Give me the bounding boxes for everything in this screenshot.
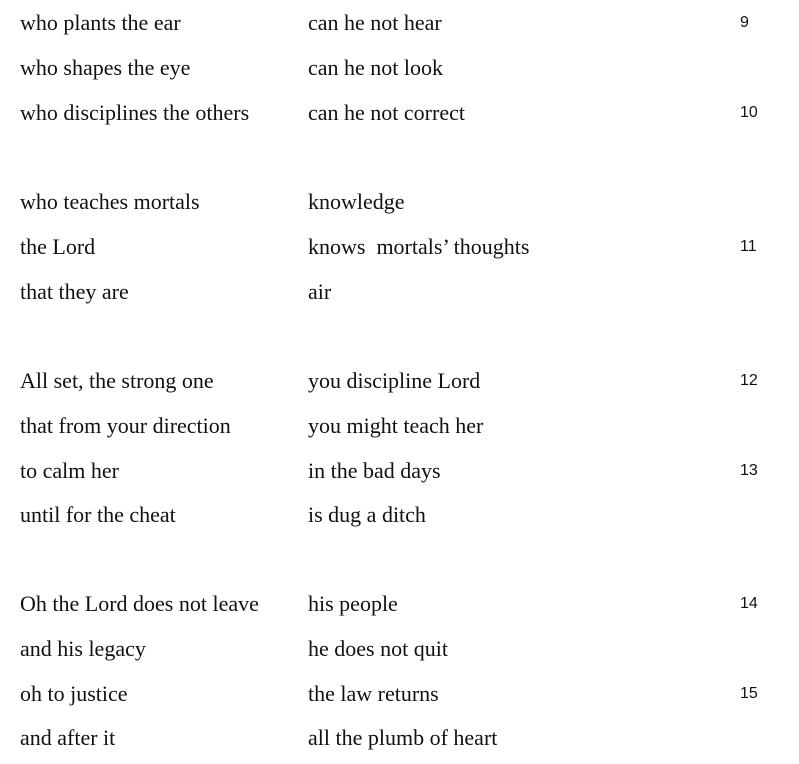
line-left-text: who plants the ear: [20, 10, 181, 35]
line-left-text: oh to justice: [20, 680, 128, 706]
line-left-text: that they are: [20, 278, 129, 304]
line-left-text: who disciplines the others: [20, 99, 250, 125]
line-left-text: until for the cheat: [20, 502, 176, 528]
stanza-1: [0, 1, 799, 135]
line-left-text: who teaches mortals: [20, 189, 200, 214]
line-left-text: Oh the Lord does not leave: [20, 591, 259, 616]
line-right-text: he does not quit: [308, 635, 448, 661]
line-right-text: knows mortals’ thoughts: [308, 233, 530, 259]
poem-line: [0, 627, 799, 672]
poem-line: [0, 180, 799, 225]
line-right-text: you discipline Lord: [308, 368, 481, 393]
stanza-2: [0, 180, 799, 314]
line-right-text: can he not correct: [308, 99, 465, 125]
poem-line: [0, 91, 799, 136]
poem-line: [0, 449, 799, 494]
stanza-4: [0, 582, 799, 761]
line-right-text: knowledge: [308, 189, 405, 214]
poem-line: [0, 493, 799, 538]
line-right-text: his people: [308, 591, 398, 616]
line-left-text: and after it: [20, 725, 116, 751]
poem-line: [0, 672, 799, 717]
line-left-text: that from your direction: [20, 412, 231, 438]
poem-line: [0, 46, 799, 91]
verse-number: 12: [740, 372, 758, 389]
poem-line: [0, 716, 799, 761]
verse-number: 15: [740, 684, 758, 702]
verse-number: 9: [740, 14, 749, 31]
verse-number: 10: [740, 103, 758, 121]
line-left-text: and his legacy: [20, 635, 146, 661]
line-right-text: the law returns: [308, 680, 439, 706]
verse-number: 11: [740, 237, 757, 255]
poem-line: [0, 582, 799, 627]
line-right-text: all the plumb of heart: [308, 725, 498, 751]
poem-line: [0, 1, 799, 46]
line-left-text: who shapes the eye: [20, 54, 191, 80]
line-right-text: can he not hear: [308, 10, 442, 35]
verse-number: 13: [740, 461, 758, 479]
line-right-text: can he not look: [308, 54, 444, 80]
line-left-text: All set, the strong one: [20, 368, 214, 393]
line-left-text: the Lord: [20, 233, 96, 259]
verse-number: 14: [740, 595, 758, 612]
line-right-text: is dug a ditch: [308, 502, 426, 528]
poem-line: [0, 225, 799, 270]
line-right-text: in the bad days: [308, 457, 441, 483]
line-right-text: air: [308, 278, 332, 304]
poem-line: [0, 404, 799, 449]
line-left-text: to calm her: [20, 457, 119, 483]
poem-line: [0, 359, 799, 404]
poem-line: [0, 270, 799, 315]
stanza-3: [0, 359, 799, 538]
line-right-text: you might teach her: [308, 412, 484, 438]
